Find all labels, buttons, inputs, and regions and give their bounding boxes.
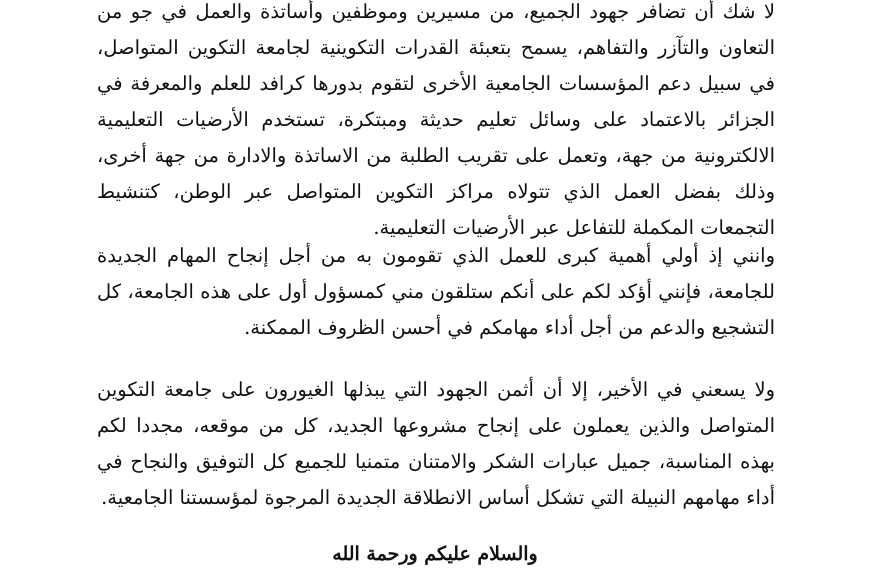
paragraph-commitment: وانني إذ أولي أهمية كبرى للعمل الذي تقومون به من أجل إنجاح المهام الجديدة للجامعة، فإنني أؤكد لكم على أنكم ستلقون مني كمسؤول أول على هذه الجامعة، كل التشجيع والدعم من أجل أداء مهامكم في أحسن الظروف الممكنة. xyxy=(97,244,775,339)
closing-salutation: والسلام عليكم ورحمة الله xyxy=(332,543,538,565)
paragraph-thanks: ولا يسعني في الأخير، إلا أن أثمن الجهود التي يبذلها الغيورون على جامعة التكوين المتواصل والذين يعملون على إنجاح مشروعها الجديد، كل من موقعه، مجددا لكم بهذه المناسبة، جميل عبارات الشكر والامتنان متمنيا للجميع كل التوفيق والنجاح في أداء مهامهم النبيلة التي تشكل أساس الانطلاقة الجديدة المرجوة لمؤسستنا الجامعية. xyxy=(97,378,775,509)
paragraph-cooperation: لا شك أن تضافر جهود الجميع، من مسيرين وموظفين وأساتذة والعمل في جو من التعاون والتآزر والتفاهم، يسمح بتعبئة القدرات التكوينية لجامعة التكوين المتواصل، في سبيل دعم المؤسسات الجامعية الأخرى لتقوم بدورها كرافد للعلم والمعرفة في الجزائر بالاعتماد على وسائل تعليم حديثة ومبتكرة، تستخدم الأرضيات التعليمية الالكترونية من جهة، وتعمل على تقريب الطلبة من الاساتذة والادارة من جهة أخرى، وذلك بفضل العمل الذي تتولاه مراكز التكوين المتواصل عبر الوطن، كتنشيط التجمعات المكملة للتفاعل عبر الأرضيات التعليمية. xyxy=(97,0,775,239)
